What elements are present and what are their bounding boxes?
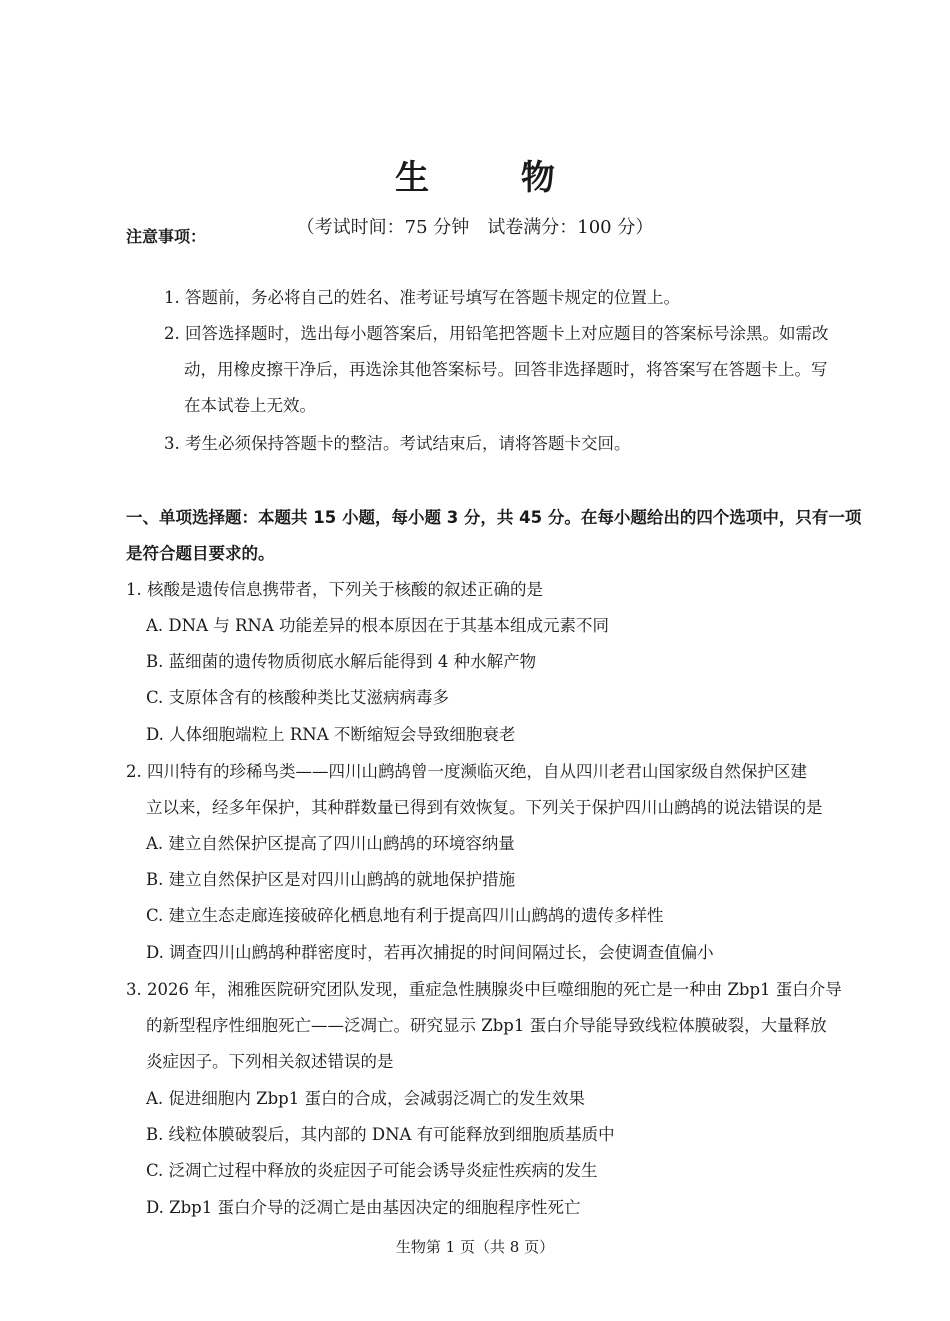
question-1-option-c: C. 支原体含有的核酸种类比艾滋病病毒多: [146, 688, 450, 707]
notice-heading: 注意事项：: [126, 227, 207, 246]
question-2-stem: 2. 四川特有的珍稀鸟类——四川山鹧鸪曾一度濒临灭绝，自从四川老君山国家级自然保护区建: [126, 762, 807, 781]
section-heading-cont: 是符合题目要求的。: [126, 544, 275, 563]
question-3-option-c: C. 泛凋亡过程中释放的炎症因子可能会诱导炎症性疾病的发生: [146, 1161, 598, 1180]
question-1-option-a: A. DNA 与 RNA 功能差异的根本原因在于其基本组成元素不同: [146, 616, 609, 635]
question-3-option-d: D. Zbp1 蛋白介导的泛凋亡是由基因决定的细胞程序性死亡: [146, 1198, 581, 1217]
question-1-option-b: B. 蓝细菌的遗传物质彻底水解后能得到 4 种水解产物: [146, 652, 537, 671]
question-1-option-d: D. 人体细胞端粒上 RNA 不断缩短会导致细胞衰老: [146, 725, 516, 744]
question-1-stem: 1. 核酸是遗传信息携带者，下列关于核酸的叙述正确的是: [126, 580, 543, 599]
question-2-option-a: A. 建立自然保护区提高了四川山鹧鸪的环境容纳量: [146, 834, 515, 853]
question-2-stem-cont: 立以来，经多年保护，其种群数量已得到有效恢复。下列关于保护四川山鹧鸪的说法错误的是: [146, 798, 823, 817]
notice-item-3: 3. 考生必须保持答题卡的整洁。考试结束后，请将答题卡交回。: [164, 434, 631, 453]
question-2-option-d: D. 调查四川山鹧鸪种群密度时，若再次捕捉的时间间隔过长，会使调查值偏小: [146, 943, 714, 962]
question-3-option-b: B. 线粒体膜破裂后，其内部的 DNA 有可能释放到细胞质基质中: [146, 1125, 615, 1144]
page-title: 生 物: [395, 158, 595, 198]
question-2-option-b: B. 建立自然保护区是对四川山鹧鸪的就地保护措施: [146, 870, 516, 889]
notice-item-1: 1. 答题前，务必将自己的姓名、准考证号填写在答题卡规定的位置上。: [164, 288, 680, 307]
notice-item-2: 2. 回答选择题时，选出每小题答案后，用铅笔把答题卡上对应题目的答案标号涂黑。如需改: [164, 324, 829, 343]
exam-info: （考试时间：75 分钟 试卷满分：100 分）: [296, 217, 654, 238]
page-footer: 生物第 1 页（共 8 页）: [395, 1238, 555, 1256]
question-2-option-c: C. 建立生态走廊连接破碎化栖息地有利于提高四川山鹧鸪的遗传多样性: [146, 906, 664, 925]
notice-item-2-cont: 动，用橡皮擦干净后，再选涂其他答案标号。回答非选择题时，将答案写在答题卡上。写: [184, 360, 828, 379]
question-3-stem: 3. 2026 年，湘雅医院研究团队发现，重症急性胰腺炎中巨噬细胞的死亡是一种由 Zbp1 蛋白介导: [126, 980, 842, 999]
question-3-stem-cont2: 炎症因子。下列相关叙述错误的是: [146, 1052, 394, 1071]
question-3-option-a: A. 促进细胞内 Zbp1 蛋白的合成，会减弱泛凋亡的发生效果: [146, 1089, 585, 1108]
notice-item-2-cont2: 在本试卷上无效。: [184, 396, 316, 415]
question-3-stem-cont: 的新型程序性细胞死亡——泛凋亡。研究显示 Zbp1 蛋白介导能导致线粒体膜破裂，大量释放: [146, 1016, 827, 1035]
section-heading: 一、单项选择题：本题共 15 小题，每小题 3 分，共 45 分。在每小题给出的四个选项中，只有一项: [126, 508, 862, 527]
